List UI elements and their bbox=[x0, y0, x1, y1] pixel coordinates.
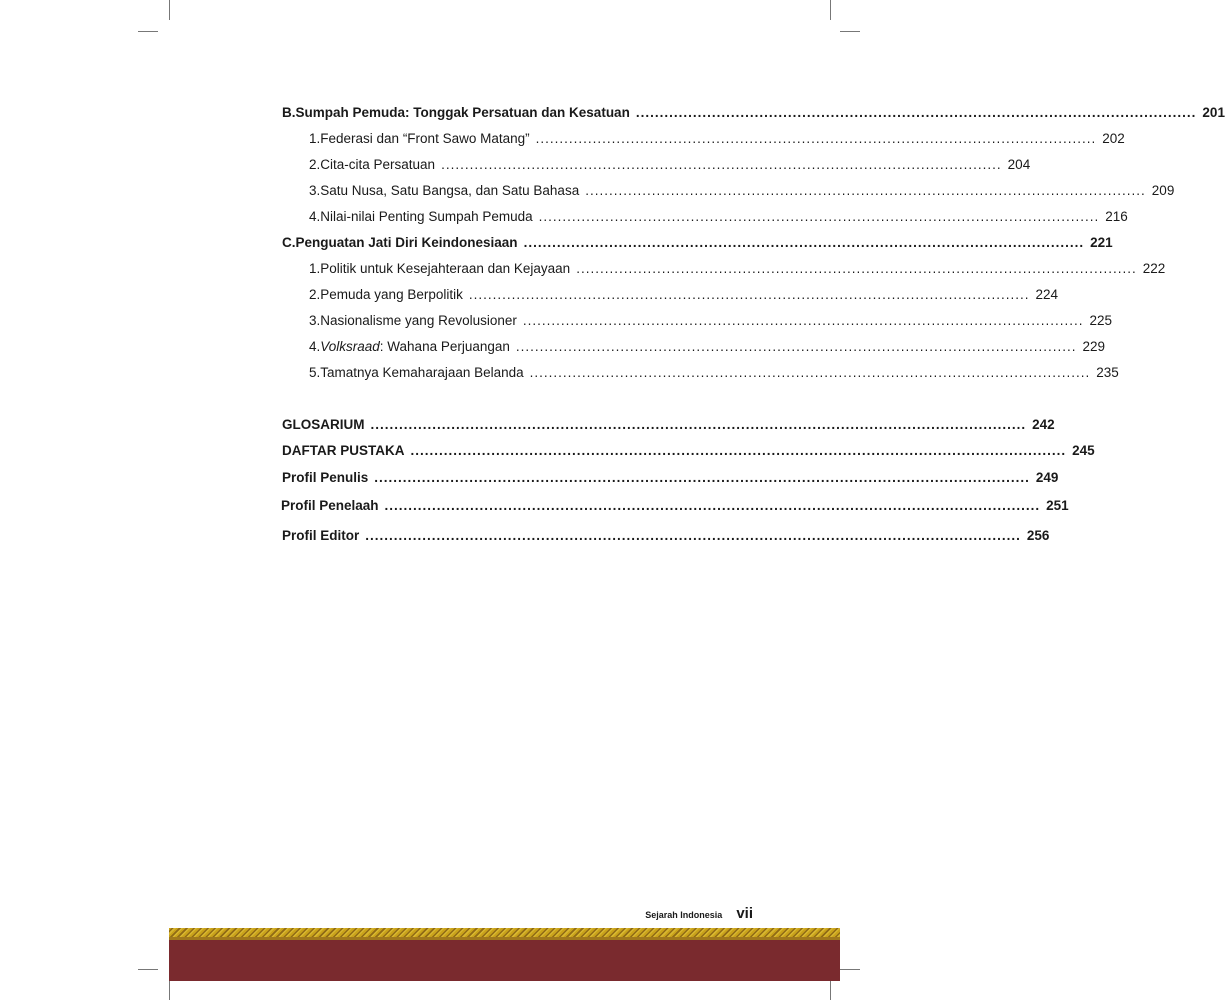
toc-item[interactable] bbox=[309, 338, 1106, 356]
leader-dots: ...................................................................................................................... bbox=[576, 261, 1137, 276]
leader-dots: ...................................................................................................................... bbox=[515, 339, 1077, 354]
footer-page-number: vii bbox=[736, 905, 753, 922]
page-number: 216 bbox=[1105, 209, 1128, 224]
section-title: Penguatan Jati Diri Keindonesiaan bbox=[295, 235, 518, 250]
page-number: 245 bbox=[1072, 443, 1095, 458]
entry-title: Profil Penulis bbox=[282, 470, 369, 485]
leader-dots: ...................................................................................................................... bbox=[529, 365, 1091, 380]
page-number: 256 bbox=[1026, 528, 1050, 543]
item-number: 1. bbox=[309, 131, 321, 146]
leader-dots: ...................................................................................................................... bbox=[441, 157, 1002, 172]
toc-item[interactable] bbox=[309, 286, 1058, 304]
toc-item[interactable] bbox=[309, 182, 1175, 200]
item-title-rest: : Wahana Perjuangan bbox=[379, 339, 510, 354]
page-number: 229 bbox=[1082, 339, 1106, 354]
toc-daftar-pustaka[interactable] bbox=[282, 442, 1095, 460]
leader-dots: .......................................................................................................................................... bbox=[374, 470, 1030, 485]
page-number: 202 bbox=[1102, 131, 1125, 146]
decorative-footer-band bbox=[169, 928, 840, 981]
leader-dots: ...................................................................................................................... bbox=[468, 287, 1030, 302]
toc-item[interactable] bbox=[309, 364, 1119, 382]
toc-section-b[interactable] bbox=[282, 104, 1225, 122]
footer-book-title: Sejarah Indonesia bbox=[645, 910, 723, 920]
leader-dots: .......................................................................................................................................... bbox=[365, 528, 1021, 543]
toc-item[interactable] bbox=[309, 312, 1112, 330]
entry-title: Profil Penelaah bbox=[281, 498, 379, 513]
item-number: 4. bbox=[309, 339, 321, 354]
item-title: Nilai-nilai Penting Sumpah Pemuda bbox=[320, 209, 533, 224]
page-number: 209 bbox=[1151, 183, 1175, 198]
item-title: Politik untuk Kesejahteraan dan Kejayaan bbox=[320, 261, 571, 276]
entry-title: GLOSARIUM bbox=[282, 417, 365, 432]
leader-dots: ...................................................................................................................... bbox=[538, 209, 1100, 224]
leader-dots: .......................................................................................................................................... bbox=[370, 417, 1027, 432]
item-title: Nasionalisme yang Revolusioner bbox=[320, 313, 517, 328]
item-title: Federasi dan “Front Sawo Matang” bbox=[320, 131, 530, 146]
toc-glosarium[interactable] bbox=[282, 416, 1055, 434]
entry-title: Profil Editor bbox=[282, 528, 360, 543]
leader-dots: ...................................................................................................................... bbox=[522, 313, 1084, 328]
item-title: Satu Nusa, Satu Bangsa, dan Satu Bahasa bbox=[320, 183, 580, 198]
page-number: 242 bbox=[1032, 417, 1055, 432]
page-number: 224 bbox=[1035, 287, 1058, 302]
band-body bbox=[169, 940, 840, 981]
leader-dots: ...................................................................................................................... bbox=[535, 131, 1097, 146]
leader-dots: .......................................................................................................................................... bbox=[410, 443, 1067, 458]
leader-dots: ...................................................................................................................... bbox=[635, 105, 1197, 120]
page-number: 249 bbox=[1035, 470, 1059, 485]
section-label: C. bbox=[282, 235, 296, 250]
toc-item[interactable] bbox=[309, 260, 1166, 278]
toc-section-c[interactable] bbox=[282, 234, 1113, 252]
item-number: 4. bbox=[309, 209, 321, 224]
leader-dots: ...................................................................................................................... bbox=[523, 235, 1085, 250]
page-number: 204 bbox=[1007, 157, 1031, 172]
entry-title: DAFTAR PUSTAKA bbox=[282, 443, 405, 458]
page-number: 251 bbox=[1046, 498, 1069, 513]
page-number: 225 bbox=[1089, 313, 1112, 328]
page-number: 235 bbox=[1096, 365, 1119, 380]
page-footer bbox=[560, 905, 753, 922]
item-number: 1. bbox=[309, 261, 321, 276]
page-number: 201 bbox=[1202, 105, 1225, 120]
item-number: 5. bbox=[309, 365, 321, 380]
toc-profil-penulis[interactable] bbox=[282, 469, 1059, 487]
toc-item[interactable] bbox=[309, 130, 1125, 148]
section-label: B. bbox=[282, 105, 296, 120]
page-number: 221 bbox=[1090, 235, 1113, 250]
leader-dots: ...................................................................................................................... bbox=[585, 183, 1146, 198]
item-title: Cita-cita Persatuan bbox=[320, 157, 436, 172]
toc-profil-penelaah[interactable] bbox=[281, 497, 1069, 515]
toc-item[interactable] bbox=[309, 208, 1128, 226]
item-title: Pemuda yang Berpolitik bbox=[320, 287, 463, 302]
item-number: 3. bbox=[309, 313, 321, 328]
page-number: 222 bbox=[1142, 261, 1166, 276]
item-title bbox=[320, 338, 510, 356]
toc-item[interactable] bbox=[309, 156, 1031, 174]
item-number: 3. bbox=[309, 183, 321, 198]
item-title: Tamatnya Kemaharajaan Belanda bbox=[320, 365, 524, 380]
item-title-italic: Volksraad bbox=[320, 339, 380, 354]
item-number: 2. bbox=[309, 157, 321, 172]
toc-profil-editor[interactable] bbox=[282, 527, 1050, 545]
section-title: Sumpah Pemuda: Tonggak Persatuan dan Kesatuan bbox=[295, 105, 630, 120]
leader-dots: .......................................................................................................................................... bbox=[384, 498, 1041, 513]
item-number: 2. bbox=[309, 287, 321, 302]
